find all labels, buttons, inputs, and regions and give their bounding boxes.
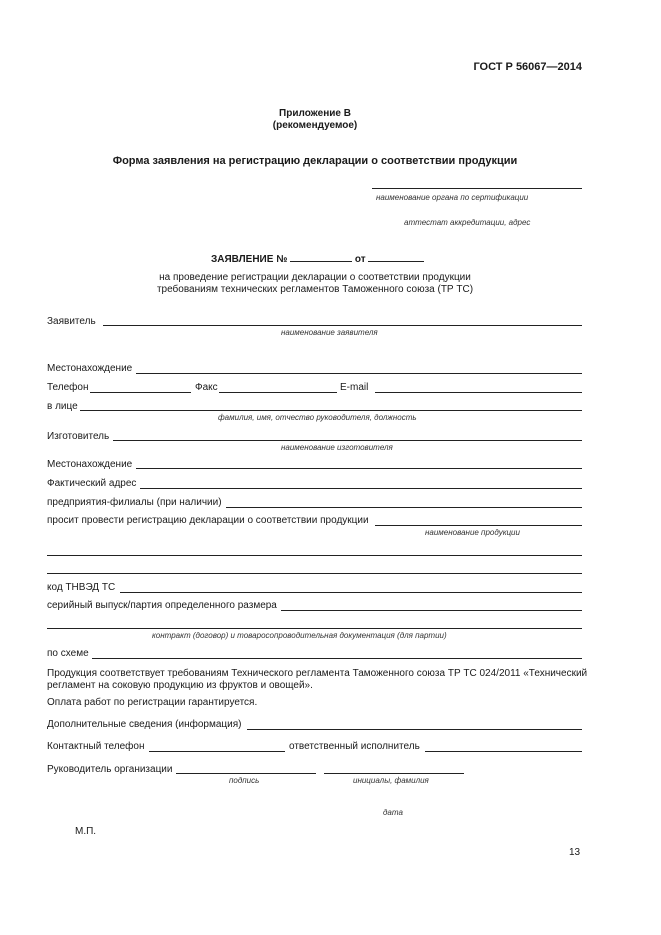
compliance-line-1: Продукция соответствует требованиям Технического регламента Таможенного союза ТР ТС 024/2011 «Технический [47,668,588,679]
statement-number-label: ЗАЯВЛЕНИЕ № [211,254,288,265]
statement-number-field[interactable] [290,252,352,262]
addressee-org-line [372,188,582,189]
represented-field[interactable] [80,410,582,411]
appendix-title: Приложение В [279,108,351,119]
statement-line-2: требованиям технических регламентов Таможенного союза (ТР ТС) [156,284,474,295]
request-label: просит провести регистрацию декларации о соответствии продукции [47,515,369,526]
document-code: ГОСТ Р 56067—2014 [473,61,582,73]
date-caption: дата [383,808,403,817]
contact-phone-label: Контактный телефон [47,741,145,752]
statement-heading [211,252,424,265]
form-title: Форма заявления на регистрацию декларации о соответствии продукции [112,155,518,167]
applicant-label: Заявитель [47,316,96,327]
location2-label: Местонахождение [47,459,133,470]
contract-caption: контракт (договор) и товаросопроводительная документация (для партии) [152,631,447,640]
stamp-label: М.П. [75,826,97,837]
additional-info-label: Дополнительные сведения (информация) [47,719,242,730]
initials-caption: инициалы, фамилия [353,776,429,785]
initials-field[interactable] [324,773,464,774]
statement-line-1: на проведение регистрации декларации о соответствии продукции [159,272,471,283]
compliance-line-2: регламент на соковую продукцию из фруктов и овощей». [47,680,313,691]
head-label: Руководитель организации [47,764,173,775]
phone-label: Телефон [47,382,89,393]
payment-guarantee: Оплата работ по регистрации гарантируется. [47,697,258,708]
applicant-field[interactable] [103,325,582,326]
branches-field[interactable] [226,507,582,508]
location2-field[interactable] [136,468,582,469]
contact-phone-field[interactable] [149,751,285,752]
page-number: 13 [569,847,581,858]
serial-field[interactable] [281,610,582,611]
branches-label: предприятия-филиалы (при наличии) [47,497,222,508]
responsible-field[interactable] [425,751,582,752]
email-field[interactable] [375,392,582,393]
actual-address-field[interactable] [140,488,582,489]
statement-from-label: от [354,254,366,265]
product-field-line-2[interactable] [47,555,582,556]
statement-date-field[interactable] [368,252,424,262]
actual-address-label: Фактический адрес [47,478,137,489]
email-label: E-mail [340,382,369,393]
manufacturer-caption: наименование изготовителя [281,443,393,452]
fax-label: Факс [195,382,218,393]
scheme-field[interactable] [92,658,582,659]
location-field[interactable] [136,373,582,374]
addressee-org-caption: наименование органа по сертификации [376,193,529,202]
signature-field[interactable] [176,773,316,774]
location-label: Местонахождение [47,363,133,374]
manufacturer-label: Изготовитель [47,431,110,442]
represented-caption: фамилия, имя, отчество руководителя, должность [218,413,417,422]
scheme-label: по схеме [47,648,89,659]
tnved-label: код ТНВЭД ТС [47,582,116,593]
signature-caption: подпись [229,776,260,785]
applicant-caption: наименование заявителя [281,328,378,337]
fax-field[interactable] [219,392,337,393]
represented-label: в лице [47,401,78,412]
product-field-line-3[interactable] [47,573,582,574]
serial-label: серийный выпуск/партия определенного размера [47,600,277,611]
contract-field[interactable] [47,628,582,629]
responsible-label: ответственный исполнитель [289,741,420,752]
product-caption: наименование продукции [425,528,520,537]
additional-info-field[interactable] [247,729,582,730]
manufacturer-field[interactable] [113,440,582,441]
appendix-subtitle: (рекомендуемое) [272,120,358,131]
addressee-attest-caption: аттестат аккредитации, адрес [404,218,531,227]
phone-field[interactable] [90,392,191,393]
product-field[interactable] [375,525,582,526]
tnved-field[interactable] [120,592,582,593]
